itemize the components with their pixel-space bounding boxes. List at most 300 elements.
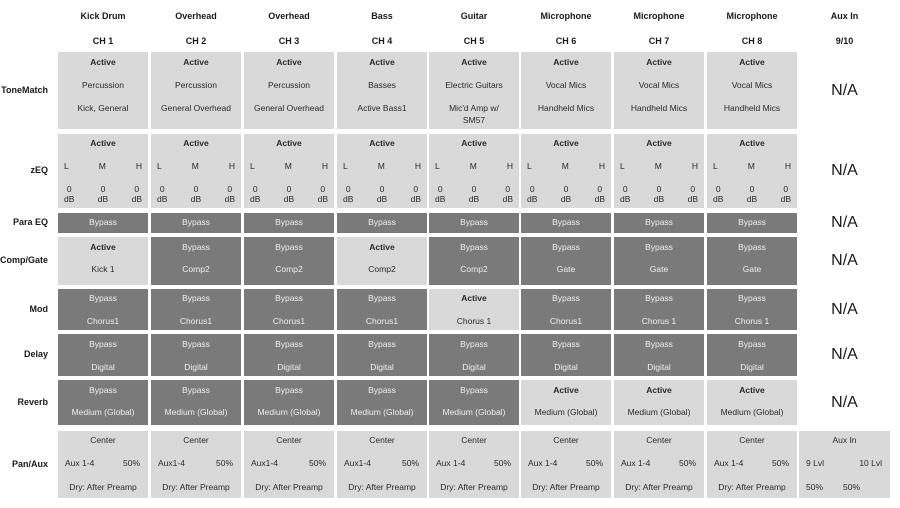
pan-position: Center	[646, 435, 672, 445]
zeq-gain-unit: dB	[687, 194, 698, 204]
zeq-band-m: M	[654, 161, 662, 171]
reverb-state: Active	[646, 385, 672, 395]
reverb-state: Bypass	[182, 385, 210, 395]
zeq-band-h: H	[691, 161, 698, 171]
delay-state: Bypass	[645, 339, 673, 349]
reverb-cell[interactable]	[244, 380, 334, 425]
reverb-preset: Medium (Global)	[720, 407, 784, 417]
zeq-gain-value: 0	[134, 184, 140, 194]
compgate-cell[interactable]	[337, 237, 427, 285]
channel-instrument: Overhead	[268, 11, 310, 21]
zeq-gain[interactable]	[411, 184, 421, 204]
pan-aux-cell[interactable]	[707, 431, 797, 498]
paraeq-cell[interactable]	[429, 213, 519, 233]
mod-preset: Chorus1	[549, 316, 583, 326]
mod-cell[interactable]	[429, 289, 519, 330]
zeq-gain[interactable]	[654, 184, 664, 204]
zeq-band-m: M	[747, 161, 755, 171]
dry-tap-point: Dry: After Preamp	[718, 482, 786, 492]
zeq-band-labels	[713, 161, 791, 171]
paraeq-state: Bypass	[368, 217, 396, 227]
zeq-gain[interactable]	[132, 184, 142, 204]
zeq-gain[interactable]	[781, 184, 791, 204]
zeq-band-labels	[157, 161, 235, 171]
zeq-gain[interactable]	[747, 184, 757, 204]
aux-na-mod: N/A	[831, 300, 858, 318]
compgate-cell[interactable]	[58, 237, 148, 285]
zeq-gain-value: 0	[749, 184, 755, 194]
tonematch-preset: Mic'd Amp w/	[449, 103, 499, 113]
aux-in-title: Aux In	[832, 435, 857, 445]
delay-state: Bypass	[552, 339, 580, 349]
mod-state: Bypass	[738, 293, 766, 303]
aux-na-delay: N/A	[831, 346, 858, 363]
zeq-gain-unit: dB	[468, 194, 480, 204]
reverb-cell[interactable]	[707, 380, 797, 425]
zeq-gain-value: 0	[597, 184, 603, 194]
zeq-cell[interactable]	[521, 134, 611, 208]
reverb-cell[interactable]	[337, 380, 427, 425]
zeq-gain-unit: dB	[746, 194, 758, 204]
aux-send-row	[714, 458, 789, 469]
zeq-gain-unit: dB	[97, 194, 109, 204]
zeq-gain-value: 0	[715, 184, 721, 194]
tonematch-category: Percussion	[174, 80, 218, 90]
pan-aux-cell[interactable]	[521, 431, 611, 498]
zeq-band-h: H	[321, 161, 328, 171]
zeq-gain[interactable]	[435, 184, 445, 204]
row-label-paraeq: Para EQ	[12, 217, 48, 227]
aux-send-level: 50%	[771, 458, 789, 468]
zeq-gain[interactable]	[595, 184, 605, 204]
paraeq-state: Bypass	[182, 217, 210, 227]
aux-send-level: 50%	[678, 458, 696, 468]
zeq-state: Active	[553, 138, 579, 148]
pan-position: Center	[276, 435, 302, 445]
pan-aux-cell[interactable]	[614, 431, 704, 498]
compgate-preset: Comp2	[460, 264, 488, 274]
reverb-state: Bypass	[275, 385, 303, 395]
aux-na-zeq: N/A	[831, 162, 858, 179]
dry-tap-point: Dry: After Preamp	[69, 482, 137, 492]
aux-9-level-label: 9 Lvl	[806, 458, 824, 468]
mod-cell[interactable]	[151, 289, 241, 330]
delay-cell[interactable]	[151, 334, 241, 376]
zeq-band-m: M	[561, 161, 569, 171]
aux-send-level: 50%	[401, 458, 419, 468]
zeq-gain-unit: dB	[410, 194, 421, 204]
pan-aux-cell[interactable]	[244, 431, 334, 498]
aux-10-level-value: 50%	[842, 482, 860, 492]
reverb-cell[interactable]	[151, 380, 241, 425]
paraeq-cell[interactable]	[707, 213, 797, 233]
mod-preset: Chorus1	[365, 316, 399, 326]
mod-cell[interactable]	[614, 289, 704, 330]
zeq-state: Active	[183, 138, 209, 148]
tonematch-preset: General Overhead	[254, 103, 324, 113]
zeq-gain-values	[250, 184, 328, 204]
zeq-gain-value: 0	[252, 184, 258, 194]
aux-send-label: Aux 1-4	[621, 458, 651, 468]
compgate-state: Bypass	[552, 242, 580, 252]
aux-send-label: Aux 1-4	[436, 458, 466, 468]
tonematch-state: Active	[276, 57, 302, 67]
zeq-gain[interactable]	[343, 184, 353, 204]
zeq-gain[interactable]	[318, 184, 328, 204]
reverb-state: Bypass	[89, 385, 117, 395]
tonematch-state: Active	[739, 57, 765, 67]
row-label-delay: Delay	[23, 349, 48, 359]
channel-instrument: Overhead	[175, 11, 217, 21]
zeq-gain-values	[527, 184, 605, 204]
paraeq-cell[interactable]	[337, 213, 427, 233]
aux-na-paraeq: N/A	[831, 214, 858, 231]
zeq-band-labels	[527, 161, 605, 171]
zeq-gain-value: 0	[563, 184, 569, 194]
zeq-gain-unit: dB	[620, 194, 631, 204]
zeq-band-m: M	[469, 161, 477, 171]
tonematch-category: Percussion	[267, 80, 311, 90]
paraeq-state: Bypass	[460, 217, 488, 227]
aux-send-level: 50%	[308, 458, 326, 468]
pan-position: Center	[553, 435, 579, 445]
mod-cell[interactable]	[337, 289, 427, 330]
zeq-band-h: H	[784, 161, 791, 171]
mod-cell[interactable]	[58, 289, 148, 330]
zeq-gain[interactable]	[284, 184, 294, 204]
mod-state: Bypass	[275, 293, 303, 303]
channel-instrument: Guitar	[460, 11, 488, 21]
compgate-state: Active	[369, 242, 395, 252]
tonematch-state: Active	[369, 57, 395, 67]
mod-preset: Chorus1	[179, 316, 213, 326]
zeq-gain-unit: dB	[131, 194, 142, 204]
dry-tap-point: Dry: After Preamp	[625, 482, 693, 492]
compgate-cell[interactable]	[244, 237, 334, 285]
aux-na-reverb: N/A	[831, 393, 858, 411]
zeq-band-h: H	[506, 161, 513, 171]
zeq-cell[interactable]	[707, 134, 797, 208]
zeq-band-l: L	[435, 161, 440, 171]
row-label-panaux: Pan/Aux	[11, 458, 48, 469]
aux-level-row	[806, 458, 882, 469]
delay-state: Bypass	[368, 339, 396, 349]
aux-send-label: Aux 1-4	[528, 458, 558, 468]
zeq-band-h: H	[414, 161, 421, 171]
zeq-gain[interactable]	[377, 184, 387, 204]
zeq-gain[interactable]	[561, 184, 571, 204]
zeq-state: Active	[461, 138, 487, 148]
zeq-gain-unit: dB	[343, 194, 354, 204]
mod-preset: Chorus 1	[734, 316, 770, 326]
zeq-cell[interactable]	[614, 134, 704, 208]
zeq-gain-unit: dB	[376, 194, 388, 204]
channel-number: CH 5	[463, 36, 485, 46]
zeq-gain[interactable]	[503, 184, 513, 204]
zeq-band-h: H	[228, 161, 235, 171]
tonematch-cell[interactable]	[151, 52, 241, 129]
paraeq-state: Bypass	[738, 217, 766, 227]
zeq-gain-unit: dB	[224, 194, 235, 204]
zeq-gain[interactable]	[98, 184, 108, 204]
aux-9-level-value: 50%	[806, 482, 824, 492]
paraeq-state: Bypass	[552, 217, 580, 227]
dry-tap-point: Dry: After Preamp	[162, 482, 230, 492]
zeq-cell[interactable]	[58, 134, 148, 208]
dry-tap-point: Dry: After Preamp	[255, 482, 323, 492]
zeq-gain-unit: dB	[780, 194, 791, 204]
compgate-preset: Comp2	[275, 264, 303, 274]
delay-cell[interactable]	[58, 334, 148, 376]
zeq-cell[interactable]	[244, 134, 334, 208]
zeq-cell[interactable]	[429, 134, 519, 208]
zeq-gain-value: 0	[193, 184, 199, 194]
channel-number: CH 7	[648, 36, 670, 46]
tonematch-category: Vocal Mics	[731, 80, 773, 90]
mod-cell[interactable]	[244, 289, 334, 330]
dry-tap-point: Dry: After Preamp	[532, 482, 600, 492]
pan-position: Center	[461, 435, 487, 445]
delay-preset: Digital	[184, 362, 208, 372]
paraeq-cell[interactable]	[58, 213, 148, 233]
tonematch-preset: Handheld Mics	[537, 103, 595, 113]
pan-aux-cell[interactable]	[429, 431, 519, 498]
channel-instrument: Kick Drum	[80, 11, 126, 21]
compgate-preset: Gate	[649, 264, 669, 274]
reverb-preset: Medium (Global)	[164, 407, 228, 417]
tonematch-cell[interactable]	[337, 52, 427, 129]
zeq-gain-value: 0	[100, 184, 106, 194]
tonematch-category: Percussion	[81, 80, 125, 90]
zeq-gain[interactable]	[527, 184, 537, 204]
compgate-state: Bypass	[182, 242, 210, 252]
reverb-preset: Medium (Global)	[350, 407, 414, 417]
tonematch-category: Electric Guitars	[445, 80, 503, 90]
pan-aux-cell[interactable]	[151, 431, 241, 498]
zeq-gain-value: 0	[783, 184, 789, 194]
delay-state: Bypass	[275, 339, 303, 349]
tonematch-state: Active	[646, 57, 672, 67]
zeq-gain-value: 0	[286, 184, 292, 194]
paraeq-cell[interactable]	[614, 213, 704, 233]
mod-state: Bypass	[368, 293, 396, 303]
mod-preset: Chorus 1	[456, 316, 492, 326]
zeq-gain-value: 0	[227, 184, 233, 194]
zeq-gain-value: 0	[622, 184, 628, 194]
zeq-gain-unit: dB	[653, 194, 665, 204]
channel-number: CH 2	[185, 36, 207, 46]
zeq-band-m: M	[284, 161, 292, 171]
zeq-gain-unit: dB	[527, 194, 538, 204]
zeq-gain-value: 0	[505, 184, 511, 194]
reverb-state: Bypass	[460, 385, 488, 395]
pan-aux-cell[interactable]	[337, 431, 427, 498]
delay-state: Bypass	[89, 339, 117, 349]
tonematch-cell[interactable]	[521, 52, 611, 129]
delay-cell[interactable]	[429, 334, 519, 376]
zeq-gain[interactable]	[191, 184, 201, 204]
reverb-cell[interactable]	[521, 380, 611, 425]
aux-send-level: 50%	[585, 458, 603, 468]
reverb-cell[interactable]	[58, 380, 148, 425]
reverb-preset: Medium (Global)	[534, 407, 598, 417]
reverb-state: Active	[553, 385, 579, 395]
aux-send-label: Aux 1-4	[714, 458, 744, 468]
aux-send-label: Aux1-4	[344, 458, 371, 468]
zeq-band-m: M	[377, 161, 385, 171]
mod-state: Bypass	[89, 293, 117, 303]
mod-cell[interactable]	[707, 289, 797, 330]
zeq-cell[interactable]	[151, 134, 241, 208]
zeq-band-l: L	[157, 161, 162, 171]
zeq-gain[interactable]	[688, 184, 698, 204]
tonematch-preset: Handheld Mics	[723, 103, 781, 113]
zeq-gain-value: 0	[66, 184, 72, 194]
reverb-cell[interactable]	[614, 380, 704, 425]
delay-cell[interactable]	[244, 334, 334, 376]
mod-state: Bypass	[645, 293, 673, 303]
zeq-gain[interactable]	[225, 184, 235, 204]
zeq-gain-values	[620, 184, 698, 204]
zeq-band-l: L	[713, 161, 718, 171]
compgate-cell[interactable]	[429, 237, 519, 285]
zeq-band-h: H	[135, 161, 142, 171]
zeq-band-labels	[250, 161, 328, 171]
mod-cell[interactable]	[521, 289, 611, 330]
delay-preset: Digital	[462, 362, 486, 372]
aux-send-row	[65, 458, 140, 469]
compgate-cell[interactable]	[151, 237, 241, 285]
compgate-state: Bypass	[738, 242, 766, 252]
reverb-preset: Medium (Global)	[442, 407, 506, 417]
delay-cell[interactable]	[521, 334, 611, 376]
zeq-gain-unit: dB	[190, 194, 202, 204]
aux-send-row	[344, 458, 419, 469]
aux-level-value-row	[806, 482, 860, 493]
compgate-preset: Comp2	[182, 264, 210, 274]
zeq-gain[interactable]	[469, 184, 479, 204]
delay-preset: Digital	[647, 362, 671, 372]
zeq-band-labels	[620, 161, 698, 171]
zeq-gain-unit: dB	[317, 194, 328, 204]
zeq-gain[interactable]	[250, 184, 260, 204]
compgate-preset: Gate	[556, 264, 576, 274]
aux-na-compgate: N/A	[831, 252, 858, 269]
tonematch-preset-cont: SM57	[462, 115, 486, 125]
delay-cell[interactable]	[707, 334, 797, 376]
paraeq-cell[interactable]	[244, 213, 334, 233]
tonematch-cell[interactable]	[614, 52, 704, 129]
compgate-state: Active	[90, 242, 116, 252]
pan-position: Center	[90, 435, 116, 445]
zeq-gain-unit: dB	[560, 194, 572, 204]
compgate-cell[interactable]	[521, 237, 611, 285]
aux-na-tonematch: N/A	[831, 81, 858, 99]
reverb-cell[interactable]	[429, 380, 519, 425]
zeq-gain-value: 0	[437, 184, 443, 194]
compgate-state: Bypass	[645, 242, 673, 252]
reverb-state: Bypass	[368, 385, 396, 395]
tonematch-state: Active	[461, 57, 487, 67]
channel-number: CH 8	[741, 36, 763, 46]
aux-send-row	[251, 458, 326, 469]
zeq-band-l: L	[250, 161, 255, 171]
zeq-gain[interactable]	[157, 184, 167, 204]
pan-aux-cell[interactable]	[58, 431, 148, 498]
zeq-band-h: H	[598, 161, 605, 171]
zeq-band-l: L	[620, 161, 625, 171]
compgate-cell[interactable]	[614, 237, 704, 285]
tonematch-cell[interactable]	[707, 52, 797, 129]
channel-instrument: Microphone	[726, 11, 778, 21]
zeq-gain-unit: dB	[157, 194, 168, 204]
paraeq-state: Bypass	[645, 217, 673, 227]
pan-position: Center	[183, 435, 209, 445]
delay-preset: Digital	[370, 362, 394, 372]
channel-instrument: Bass	[371, 11, 393, 21]
zeq-gain[interactable]	[620, 184, 630, 204]
paraeq-cell[interactable]	[151, 213, 241, 233]
aux-send-row	[158, 458, 233, 469]
paraeq-cell[interactable]	[521, 213, 611, 233]
reverb-preset: Medium (Global)	[71, 407, 135, 417]
row-label-compgate: Comp/Gate	[0, 255, 49, 265]
compgate-preset: Gate	[742, 264, 762, 274]
pan-position: Center	[739, 435, 765, 445]
aux-send-row	[528, 458, 603, 469]
zeq-gain[interactable]	[713, 184, 723, 204]
compgate-preset: Comp2	[368, 264, 396, 274]
reverb-state: Active	[739, 385, 765, 395]
row-label-reverb: Reverb	[17, 396, 48, 407]
zeq-gain-value: 0	[656, 184, 662, 194]
tonematch-cell[interactable]	[58, 52, 148, 129]
tonematch-state: Active	[553, 57, 579, 67]
channel-number: CH 4	[371, 36, 393, 46]
tonematch-cell[interactable]	[429, 52, 519, 129]
aux-send-label: Aux1-4	[251, 458, 278, 468]
zeq-gain-unit: dB	[283, 194, 295, 204]
compgate-state: Bypass	[275, 242, 303, 252]
aux-send-label: Aux 1-4	[65, 458, 95, 468]
zeq-gain[interactable]	[64, 184, 74, 204]
zeq-gain-value: 0	[345, 184, 351, 194]
dry-tap-point: Dry: After Preamp	[348, 482, 416, 492]
channel-number: CH 3	[278, 36, 300, 46]
delay-preset: Digital	[554, 362, 578, 372]
tonematch-state: Active	[90, 57, 116, 67]
compgate-state: Bypass	[460, 242, 488, 252]
tonematch-category: Basses	[368, 80, 396, 90]
delay-cell[interactable]	[337, 334, 427, 376]
zeq-gain-unit: dB	[64, 194, 75, 204]
zeq-gain-values	[713, 184, 791, 204]
channel-number: CH 6	[555, 36, 577, 46]
zeq-state: Active	[276, 138, 302, 148]
zeq-cell[interactable]	[337, 134, 427, 208]
tonematch-cell[interactable]	[244, 52, 334, 129]
aux-channel-number: 9/10	[835, 36, 854, 46]
compgate-cell[interactable]	[707, 237, 797, 285]
aux-send-label: Aux1-4	[158, 458, 185, 468]
row-label-zeq: zEQ	[30, 165, 48, 175]
aux-pan-cell[interactable]	[799, 431, 890, 498]
aux-send-level: 50%	[493, 458, 511, 468]
channel-number: CH 1	[92, 36, 114, 46]
zeq-state: Active	[739, 138, 765, 148]
delay-cell[interactable]	[614, 334, 704, 376]
row-label-tonematch: ToneMatch	[1, 84, 48, 95]
